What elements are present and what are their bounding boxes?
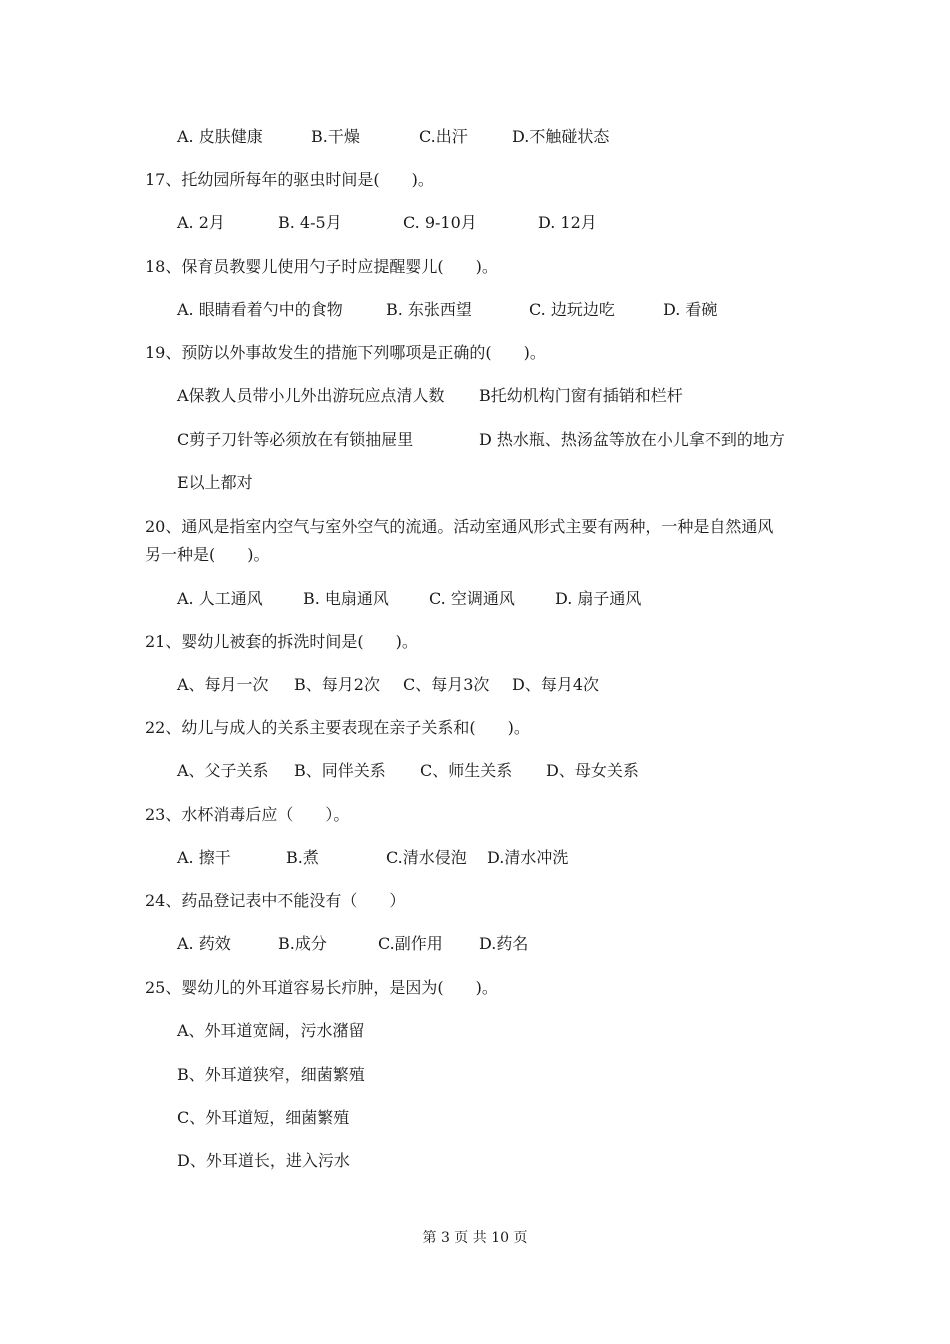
- q19-option-c: C剪子刀针等必须放在有锁抽屉里: [177, 430, 414, 449]
- q23-option-b: B.煮: [286, 848, 319, 867]
- q22-option-c: C、师生关系: [420, 761, 513, 780]
- q25-option-a: A、外耳道宽阔，污水潴留: [177, 1021, 365, 1040]
- q20-option-a: A. 人工通风: [177, 589, 263, 608]
- q24-option-d: D.药名: [479, 934, 529, 953]
- q17-option-d: D. 12月: [538, 213, 597, 232]
- q18-option-d: D. 看碗: [663, 300, 718, 319]
- q16-option-c: C.出汗: [419, 127, 468, 146]
- q25-option-c: C、外耳道短，细菌繁殖: [177, 1108, 350, 1127]
- question-25: 25、婴幼儿的外耳道容易长疖肿，是因为( )。: [145, 978, 498, 997]
- q18-option-c: C. 边玩边吃: [529, 300, 615, 319]
- q23-option-c: C.清水侵泡: [386, 848, 467, 867]
- q22-option-a: A、父子关系: [177, 761, 269, 780]
- q22-option-b: B、同伴关系: [294, 761, 386, 780]
- question-17: 17、托幼园所每年的驱虫时间是( )。: [145, 170, 434, 189]
- q23-option-a: A. 擦干: [177, 848, 231, 867]
- q21-option-c: C、每月3次: [403, 675, 490, 694]
- q19-option-a: A保教人员带小儿外出游玩应点清人数: [177, 386, 445, 405]
- question-20-line-2: 另一种是( )。: [145, 545, 270, 564]
- q18-option-a: A. 眼睛看着勺中的食物: [177, 300, 343, 319]
- question-20-line-1: 20、通风是指室内空气与室外空气的流通。活动室通风形式主要有两种，一种是自然通风: [145, 517, 774, 536]
- q21-option-d: D、每月4次: [512, 675, 600, 694]
- q17-option-b: B. 4-5月: [278, 213, 342, 232]
- q22-option-d: D、母女关系: [546, 761, 639, 780]
- question-19: 19、预防以外事故发生的措施下列哪项是正确的( )。: [145, 343, 546, 362]
- q21-option-b: B、每月2次: [294, 675, 380, 694]
- q16-option-b: B.干燥: [311, 127, 360, 146]
- q25-option-d: D、外耳道长，进入污水: [177, 1151, 350, 1170]
- q20-option-c: C. 空调通风: [429, 589, 515, 608]
- question-23: 23、水杯消毒后应（ ）。: [145, 805, 350, 824]
- q16-option-d: D.不触碰状态: [512, 127, 610, 146]
- question-18: 18、保育员教婴儿使用勺子时应提醒婴儿( )。: [145, 257, 498, 276]
- q19-option-b: B托幼机构门窗有插销和栏杆: [479, 386, 683, 405]
- q24-option-b: B.成分: [278, 934, 327, 953]
- q24-option-c: C.副作用: [378, 934, 443, 953]
- q25-option-b: B、外耳道狭窄，细菌繁殖: [177, 1065, 365, 1084]
- page-footer: 第 3 页 共 10 页: [422, 1230, 528, 1246]
- q20-option-b: B. 电扇通风: [303, 589, 389, 608]
- q17-option-c: C. 9-10月: [403, 213, 477, 232]
- q16-option-a: A. 皮肤健康: [177, 127, 263, 146]
- q23-option-d: D.清水冲洗: [487, 848, 569, 867]
- q17-option-a: A. 2月: [177, 213, 225, 232]
- question-24: 24、药品登记表中不能没有（ ）: [145, 891, 406, 910]
- q21-option-a: A、每月一次: [177, 675, 269, 694]
- question-21: 21、婴幼儿被套的拆洗时间是( )。: [145, 632, 418, 651]
- q19-option-e: E以上都对: [177, 473, 253, 492]
- q18-option-b: B. 东张西望: [386, 300, 472, 319]
- q24-option-a: A. 药效: [177, 934, 231, 953]
- question-22: 22、幼儿与成人的关系主要表现在亲子关系和( )。: [145, 718, 530, 737]
- q20-option-d: D. 扇子通风: [555, 589, 642, 608]
- q19-option-d: D 热水瓶、热汤盆等放在小儿拿不到的地方: [479, 430, 785, 449]
